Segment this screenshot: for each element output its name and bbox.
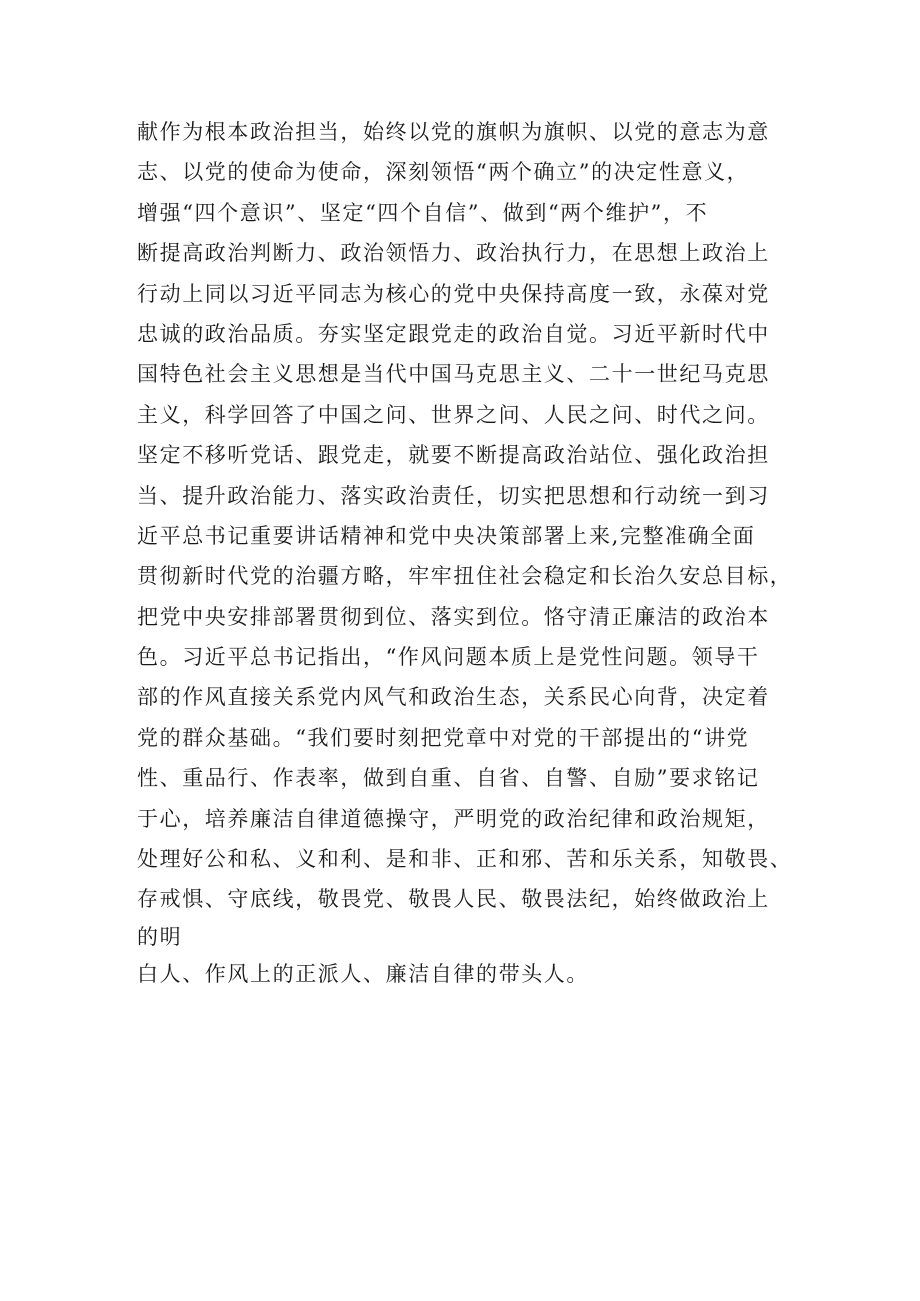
text-line: 党的群众基础。“我们要时刻把党章中对党的干部提出的“讲党	[137, 725, 750, 750]
text-line: 近平总书记重要讲话精神和党中央决策部署上来,完整准确全面	[137, 523, 756, 548]
text-line: 把党中央安排部署贯彻到位、落实到位。恪守清正廉洁的政治本	[137, 604, 770, 629]
text-line: 断提高政治判断力、政治领悟力、政治执行力，在思想上政治上	[137, 241, 770, 266]
text-line: 存戒惧、守底线，敬畏党、敬畏人民、敬畏法纪，始终做政治上	[137, 887, 770, 912]
text-line: 国特色社会主义思想是当代中国马克思主义、二十一世纪马克思	[137, 362, 770, 387]
text-line: 处理好公和私、义和利、是和非、正和邪、苦和乐关系，知敬畏、	[137, 847, 793, 872]
text-line: 增强“四个意识”、坚定“四个自信”、做到“两个维护”，不	[137, 200, 709, 225]
text-line: 主义，科学回答了中国之问、世界之问、人民之问、时代之问。	[137, 402, 770, 427]
text-line: 于心，培养廉洁自律道德操守，严明党的政治纪律和政治规矩，	[137, 806, 770, 831]
text-line: 的明	[137, 924, 183, 949]
text-line: 部的作风直接关系党内风气和政治生态，关系民心向背，决定着	[137, 685, 770, 710]
text-line: 贯彻新时代党的治疆方略，牢牢扭住社会稳定和长治久安总目标，	[137, 564, 793, 589]
text-line: 当、提升政治能力、落实政治责任，切实把思想和行动统一到习	[137, 483, 770, 508]
text-line: 行动上同以习近平同志为核心的党中央保持高度一致，永葆对党	[137, 281, 770, 306]
text-line: 献作为根本政治担当，始终以党的旗帜为旗帜、以党的意志为意	[137, 120, 770, 144]
text-line: 白人、作风上的正派人、廉洁自律的带头人。	[137, 961, 589, 986]
text-line: 志、以党的使命为使命，深刻领悟“两个确立”的决定性意义，	[137, 160, 750, 185]
text-line: 色。习近平总书记指出，“作风问题本质上是党性问题。领导干	[137, 645, 760, 670]
body-paragraph	[137, 112, 797, 994]
text-line: 坚定不移听党话、跟党走，就要不断提高政治站位、强化政治担	[137, 443, 770, 468]
text-line: 忠诚的政治品质。夯实坚定跟党走的政治自觉。习近平新时代中	[137, 321, 770, 346]
text-line: 性、重品行、作表率，做到自重、自省、自警、自励”要求铭记	[137, 766, 760, 791]
